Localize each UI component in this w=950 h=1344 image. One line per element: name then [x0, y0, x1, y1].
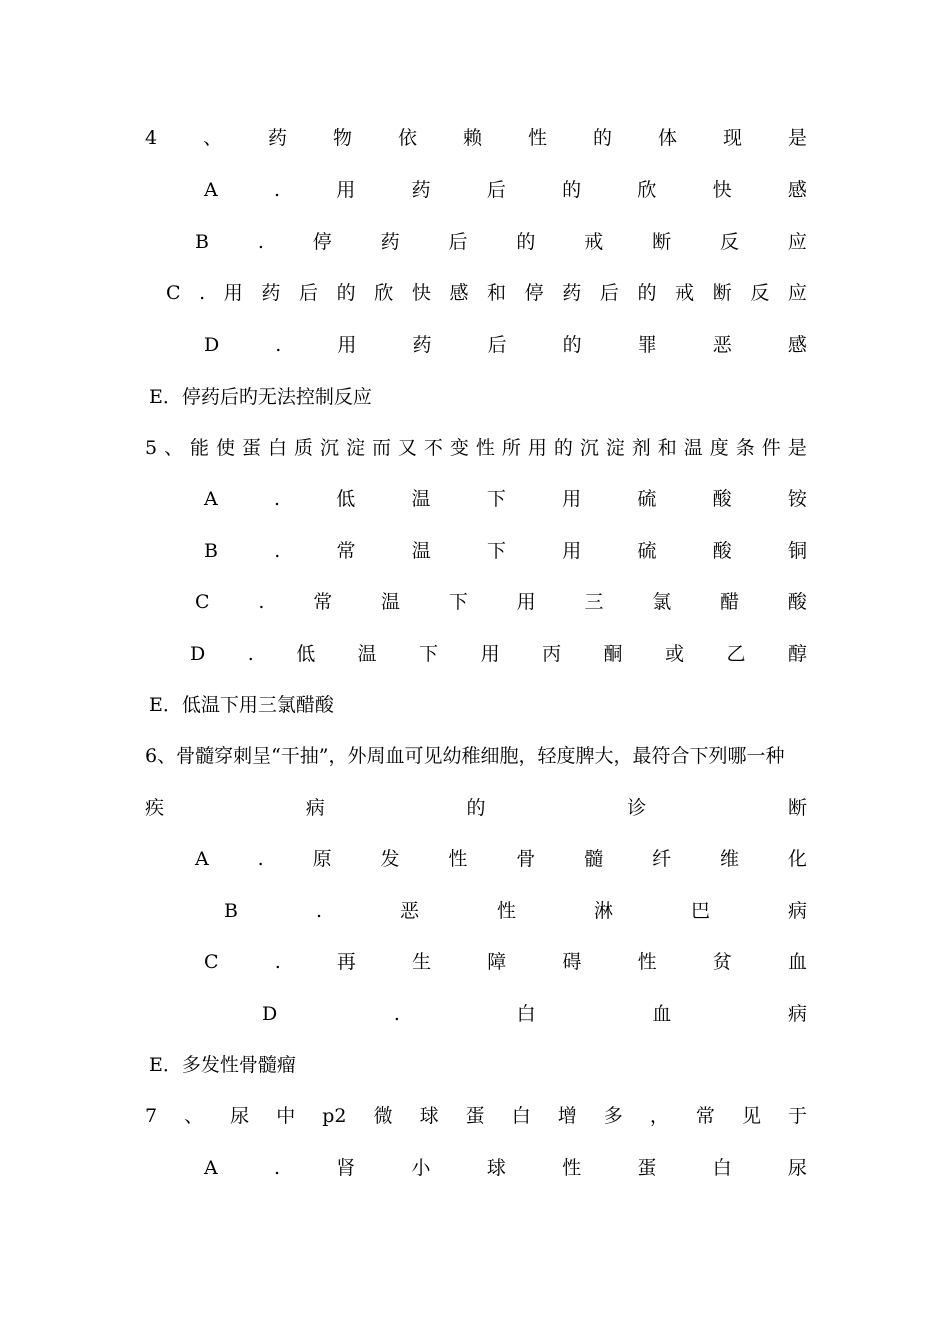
line-glyph: 再: [336, 951, 356, 973]
line-glyph: 条: [735, 437, 755, 459]
q5-option-a: [204, 485, 807, 513]
line-glyph: 、: [184, 1105, 204, 1127]
line-glyph: 球: [486, 1157, 506, 1179]
line-glyph: 现: [722, 127, 742, 149]
line-glyph: 病: [305, 797, 325, 819]
line-glyph: 的: [562, 179, 582, 201]
q6-option-b: [224, 897, 807, 925]
line-glyph: 原: [312, 848, 332, 870]
q7-stem: [145, 1102, 807, 1130]
line-glyph: 性: [448, 848, 468, 870]
line-glyph: 赖: [463, 127, 483, 149]
line-glyph: C: [204, 951, 219, 973]
line-glyph: 4: [145, 127, 158, 149]
line-glyph: 氯: [652, 591, 672, 613]
line-glyph: 沉: [579, 437, 599, 459]
line-glyph: 淀: [345, 437, 365, 459]
line-glyph: .: [258, 591, 265, 613]
line-glyph: 低: [336, 488, 356, 510]
line-glyph: 性: [562, 1157, 582, 1179]
line-glyph: .: [273, 488, 281, 510]
line-glyph: 用: [562, 488, 582, 510]
line-glyph: 白: [516, 1003, 536, 1025]
line-glyph: D: [204, 334, 220, 356]
q4-option-c: [166, 279, 807, 307]
line-glyph: 后: [487, 334, 507, 356]
line-glyph: 白: [268, 437, 288, 459]
line-glyph: 诊: [627, 797, 647, 819]
line-glyph: 或: [665, 643, 685, 665]
line-glyph: 用: [527, 437, 547, 459]
q4-option-e: E．停药后旳无法控制反应: [149, 386, 372, 408]
line-glyph: 药: [562, 282, 582, 304]
line-glyph: 感: [787, 179, 807, 201]
line-glyph: .: [273, 179, 281, 201]
line-glyph: 醋: [720, 591, 740, 613]
line-glyph: 巴: [690, 900, 710, 922]
line-glyph: 淋: [593, 900, 613, 922]
line-glyph: A: [204, 1157, 218, 1179]
line-glyph: 的: [562, 334, 582, 356]
q6-option-a: [195, 845, 807, 873]
line-glyph: 中: [276, 1105, 296, 1127]
q4-option-a: [204, 176, 807, 204]
line-glyph: 物: [333, 127, 353, 149]
line-glyph: 是: [787, 127, 807, 149]
line-glyph: 性: [637, 951, 657, 973]
line-glyph: 和: [657, 437, 677, 459]
line-glyph: 下: [448, 591, 468, 613]
q7-option-a: [204, 1154, 807, 1182]
line-glyph: 常: [695, 1105, 715, 1127]
line-glyph: 的: [466, 797, 486, 819]
line-glyph: 铵: [787, 488, 807, 510]
line-glyph: 血: [787, 951, 807, 973]
line-glyph: 而: [371, 437, 391, 459]
line-glyph: .: [274, 951, 281, 973]
line-glyph: 化: [787, 848, 807, 870]
line-glyph: 硫: [637, 488, 657, 510]
line-glyph: 蛋: [637, 1157, 657, 1179]
q6-option-e: E．多发性骨髓瘤: [149, 1054, 296, 1076]
line-glyph: 的: [553, 437, 573, 459]
line-glyph: 尿: [787, 1157, 807, 1179]
line-glyph: 蛋: [242, 437, 262, 459]
line-glyph: .: [247, 643, 254, 665]
line-glyph: 酸: [712, 540, 732, 562]
line-glyph: 疾: [145, 797, 165, 819]
line-glyph: D: [190, 643, 206, 665]
line-glyph: 使: [216, 437, 236, 459]
line-glyph: 质: [293, 437, 313, 459]
line-glyph: 和: [487, 282, 507, 304]
line-glyph: 温: [381, 591, 401, 613]
line-glyph: 髓: [584, 848, 604, 870]
line-glyph: 戒: [584, 231, 604, 253]
line-glyph: 常: [336, 540, 356, 562]
line-glyph: 欣: [374, 282, 394, 304]
line-glyph: 铜: [787, 540, 807, 562]
line-glyph: .: [393, 1003, 400, 1025]
line-glyph: 障: [487, 951, 507, 973]
q5-option-e: E．低温下用三氯醋酸: [149, 694, 334, 716]
q4-stem: [145, 124, 807, 152]
line-glyph: 快: [411, 282, 431, 304]
line-glyph: 生: [412, 951, 432, 973]
line-glyph: B: [204, 540, 218, 562]
line-glyph: 碍: [562, 951, 582, 973]
line-glyph: A: [204, 179, 218, 201]
line-glyph: 能: [190, 437, 210, 459]
line-glyph: 肾: [336, 1157, 356, 1179]
line-glyph: 断: [652, 231, 672, 253]
line-glyph: 后: [599, 282, 619, 304]
line-glyph: 罪: [637, 334, 657, 356]
line-glyph: 增: [557, 1105, 577, 1127]
line-glyph: 后: [299, 282, 319, 304]
line-glyph: 感: [449, 282, 469, 304]
line-glyph: 乙: [726, 643, 746, 665]
line-glyph: 剂: [631, 437, 651, 459]
q6-option-c: [204, 948, 807, 976]
line-glyph: 多: [603, 1105, 623, 1127]
line-glyph: 白: [712, 1157, 732, 1179]
line-glyph: 反: [750, 282, 770, 304]
line-glyph: 药: [412, 334, 432, 356]
line-glyph: 性: [475, 437, 495, 459]
q5-option-d: [190, 640, 807, 668]
line-glyph: 血: [652, 1003, 672, 1025]
line-glyph: 停: [312, 231, 332, 253]
line-glyph: 后: [448, 231, 468, 253]
line-glyph: 的: [637, 282, 657, 304]
line-glyph: 温: [411, 540, 431, 562]
line-glyph: 蛋: [465, 1105, 485, 1127]
line-glyph: 的: [592, 127, 612, 149]
line-glyph: 发: [380, 848, 400, 870]
line-glyph: 病: [787, 900, 807, 922]
line-glyph: 硫: [637, 540, 657, 562]
line-glyph: 感: [787, 334, 807, 356]
line-glyph: .: [274, 540, 281, 562]
line-glyph: 用: [336, 179, 356, 201]
line-glyph: 用: [480, 643, 500, 665]
line-glyph: 丙: [542, 643, 562, 665]
line-glyph: 断: [787, 797, 807, 819]
line-glyph: 应: [787, 231, 807, 253]
q6-stem-line2: [145, 794, 807, 822]
line-glyph: 后: [486, 179, 506, 201]
line-glyph: 用: [562, 540, 582, 562]
line-glyph: 依: [398, 127, 418, 149]
line-glyph: 恶: [399, 900, 419, 922]
line-glyph: 低: [296, 643, 316, 665]
line-glyph: 7: [145, 1105, 158, 1127]
line-glyph: 停: [524, 282, 544, 304]
line-glyph: 病: [787, 1003, 807, 1025]
line-glyph: D: [262, 1003, 278, 1025]
line-glyph: 沉: [319, 437, 339, 459]
line-glyph: 不: [423, 437, 443, 459]
line-glyph: 尿: [230, 1105, 250, 1127]
line-glyph: 下: [486, 488, 506, 510]
line-glyph: 酸: [787, 591, 807, 613]
line-glyph: 的: [516, 231, 536, 253]
q5-stem: [145, 434, 807, 462]
line-glyph: 体: [657, 127, 677, 149]
line-glyph: B: [224, 900, 238, 922]
line-glyph: 纤: [652, 848, 672, 870]
line-glyph: 快: [712, 179, 732, 201]
line-glyph: C: [195, 591, 210, 613]
line-glyph: 药: [261, 282, 281, 304]
line-glyph: 温: [357, 643, 377, 665]
q6-option-d: [262, 1000, 807, 1028]
line-glyph: 骨: [516, 848, 536, 870]
line-glyph: 用: [337, 334, 357, 356]
line-glyph: 恶: [712, 334, 732, 356]
line-glyph: 断: [712, 282, 732, 304]
line-glyph: 三: [584, 591, 604, 613]
line-glyph: 白: [511, 1105, 531, 1127]
line-glyph: 、: [203, 127, 223, 149]
q5-option-c: [195, 588, 807, 616]
line-glyph: 应: [787, 282, 807, 304]
line-glyph: 温: [411, 488, 431, 510]
line-glyph: .: [257, 231, 264, 253]
line-glyph: 贫: [712, 951, 732, 973]
line-glyph: .: [315, 900, 322, 922]
line-glyph: 件: [761, 437, 781, 459]
line-glyph: 用: [223, 282, 243, 304]
line-glyph: 性: [527, 127, 547, 149]
line-glyph: 所: [501, 437, 521, 459]
line-glyph: C: [166, 282, 181, 304]
line-glyph: 常: [313, 591, 333, 613]
line-glyph: 下: [486, 540, 506, 562]
line-glyph: A: [195, 848, 209, 870]
line-glyph: 的: [336, 282, 356, 304]
line-glyph: .: [257, 848, 264, 870]
line-glyph: 变: [449, 437, 469, 459]
line-glyph: 温: [683, 437, 703, 459]
line-glyph: B: [195, 231, 209, 253]
line-glyph: 是: [787, 437, 807, 459]
q4-option-b: [195, 228, 807, 256]
line-glyph: 酮: [603, 643, 623, 665]
line-glyph: 、: [164, 437, 184, 459]
line-glyph: 醇: [787, 643, 807, 665]
line-glyph: 酸: [712, 488, 732, 510]
line-glyph: 小: [411, 1157, 431, 1179]
line-glyph: 欣: [637, 179, 657, 201]
q5-option-b: [204, 537, 807, 565]
line-glyph: 药: [411, 179, 431, 201]
line-glyph: 微: [373, 1105, 393, 1127]
line-glyph: 用: [516, 591, 536, 613]
line-glyph: 于: [787, 1105, 807, 1127]
line-glyph: ，: [649, 1105, 669, 1127]
line-glyph: A: [204, 488, 218, 510]
line-glyph: .: [273, 1157, 281, 1179]
line-glyph: 性: [496, 900, 516, 922]
line-glyph: 维: [720, 848, 740, 870]
line-glyph: 5: [145, 437, 158, 459]
line-glyph: 度: [709, 437, 729, 459]
q6-stem-line1: 6、骨髓穿刺呈“干抽”，外周血可见幼稚细胞，轻度脾大，最符合下列哪一种: [145, 745, 785, 767]
q4-option-d: [204, 331, 807, 359]
line-glyph: p2: [322, 1105, 347, 1127]
line-glyph: 球: [419, 1105, 439, 1127]
line-glyph: 淀: [605, 437, 625, 459]
line-glyph: 下: [419, 643, 439, 665]
line-glyph: 药: [268, 127, 288, 149]
line-glyph: 又: [397, 437, 417, 459]
line-glyph: 戒: [675, 282, 695, 304]
line-glyph: .: [275, 334, 282, 356]
line-glyph: .: [199, 282, 206, 304]
line-glyph: 药: [380, 231, 400, 253]
line-glyph: 反: [719, 231, 739, 253]
line-glyph: 见: [741, 1105, 761, 1127]
